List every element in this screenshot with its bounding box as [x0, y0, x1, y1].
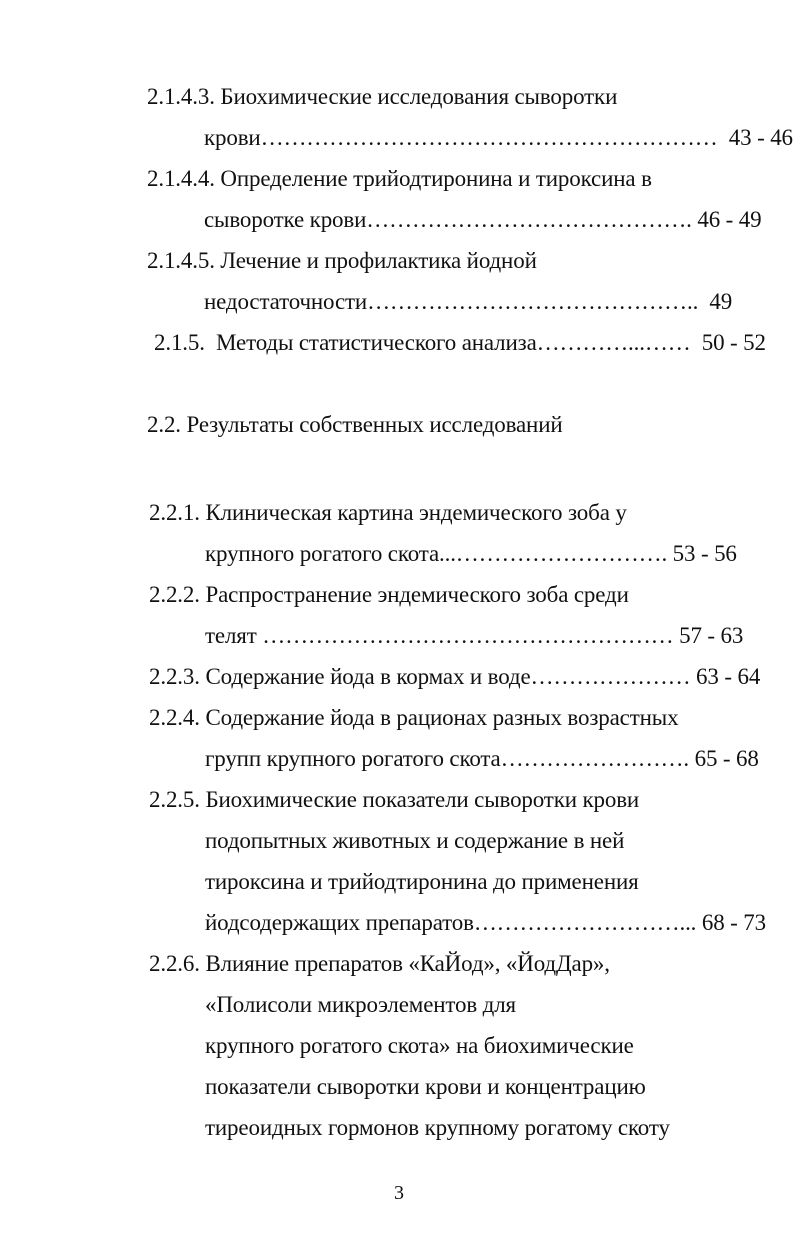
page-number: 3	[394, 1182, 404, 1204]
toc-entry-2-1-4-4-pages: сыворотке крови……………………………………. 46 - 49	[204, 207, 762, 232]
toc-entry-2-2-5-pages: йодсодержащих препаратов………………………... 68 - 73	[205, 910, 766, 935]
toc-entry-2-1-5: 2.1.5. Методы статистического анализа…………...…… 50 - 52	[154, 330, 766, 355]
toc-entry-2-2-1-pages: крупного рогатого скота...………………………. 53 - 56	[205, 541, 737, 566]
toc-heading-2-2-2: 2.2.2. Распространение эндемического зоба среди	[149, 582, 629, 607]
toc-section-2-2: 2.2. Результаты собственных исследований	[147, 412, 563, 437]
toc-heading-2-2-4: 2.2.4. Содержание йода в рационах разных возрастных	[149, 705, 679, 730]
toc-heading-2-2-5: 2.2.5. Биохимические показатели сыворотки крови	[149, 787, 640, 812]
toc-entry-2-1-4-3-pages: крови…………………………………………………… 43 - 46	[204, 125, 793, 150]
toc-heading-2-2-6-cont-2: крупного рогатого скота» на биохимические	[205, 1033, 634, 1058]
toc-heading-2-2-6-cont-4: тиреоидных гормонов крупному рогатому скоту	[205, 1115, 670, 1140]
toc-heading-2-2-6-cont-1: «Полисоли микроэлементов для	[205, 992, 516, 1017]
toc-heading-2-1-4-4: 2.1.4.4. Определение трийодтиронина и тироксина в	[147, 166, 652, 191]
toc-heading-2-2-5-cont-1: подопытных животных и содержание в ней	[205, 828, 625, 853]
toc-heading-2-1-4-5: 2.1.4.5. Лечение и профилактика йодной	[147, 248, 537, 273]
toc-heading-2-2-1: 2.2.1. Клиническая картина эндемического зоба у	[149, 500, 627, 525]
toc-heading-2-2-5-cont-2: тироксина и трийодтиронина до применения	[205, 869, 639, 894]
toc-entry-2-1-4-5-pages: недостаточности…………………………………….. 49	[204, 289, 733, 314]
toc-entry-2-2-4-pages: групп крупного рогатого скота……………………. 65 - 68	[205, 746, 759, 771]
toc-heading-2-2-6: 2.2.6. Влияние препаратов «КаЙод», «ЙодДар»,	[149, 951, 610, 976]
toc-heading-2-2-6-cont-3: показатели сыворотки крови и концентрацию	[205, 1074, 646, 1099]
toc-heading-2-1-4-3: 2.1.4.3. Биохимические исследования сыворотки	[147, 84, 618, 109]
toc-entry-2-2-2-pages: телят ……………………………………………… 57 - 63	[205, 623, 744, 648]
toc-entry-2-2-3: 2.2.3. Содержание йода в кормах и воде………………… 63 - 64	[149, 664, 761, 689]
